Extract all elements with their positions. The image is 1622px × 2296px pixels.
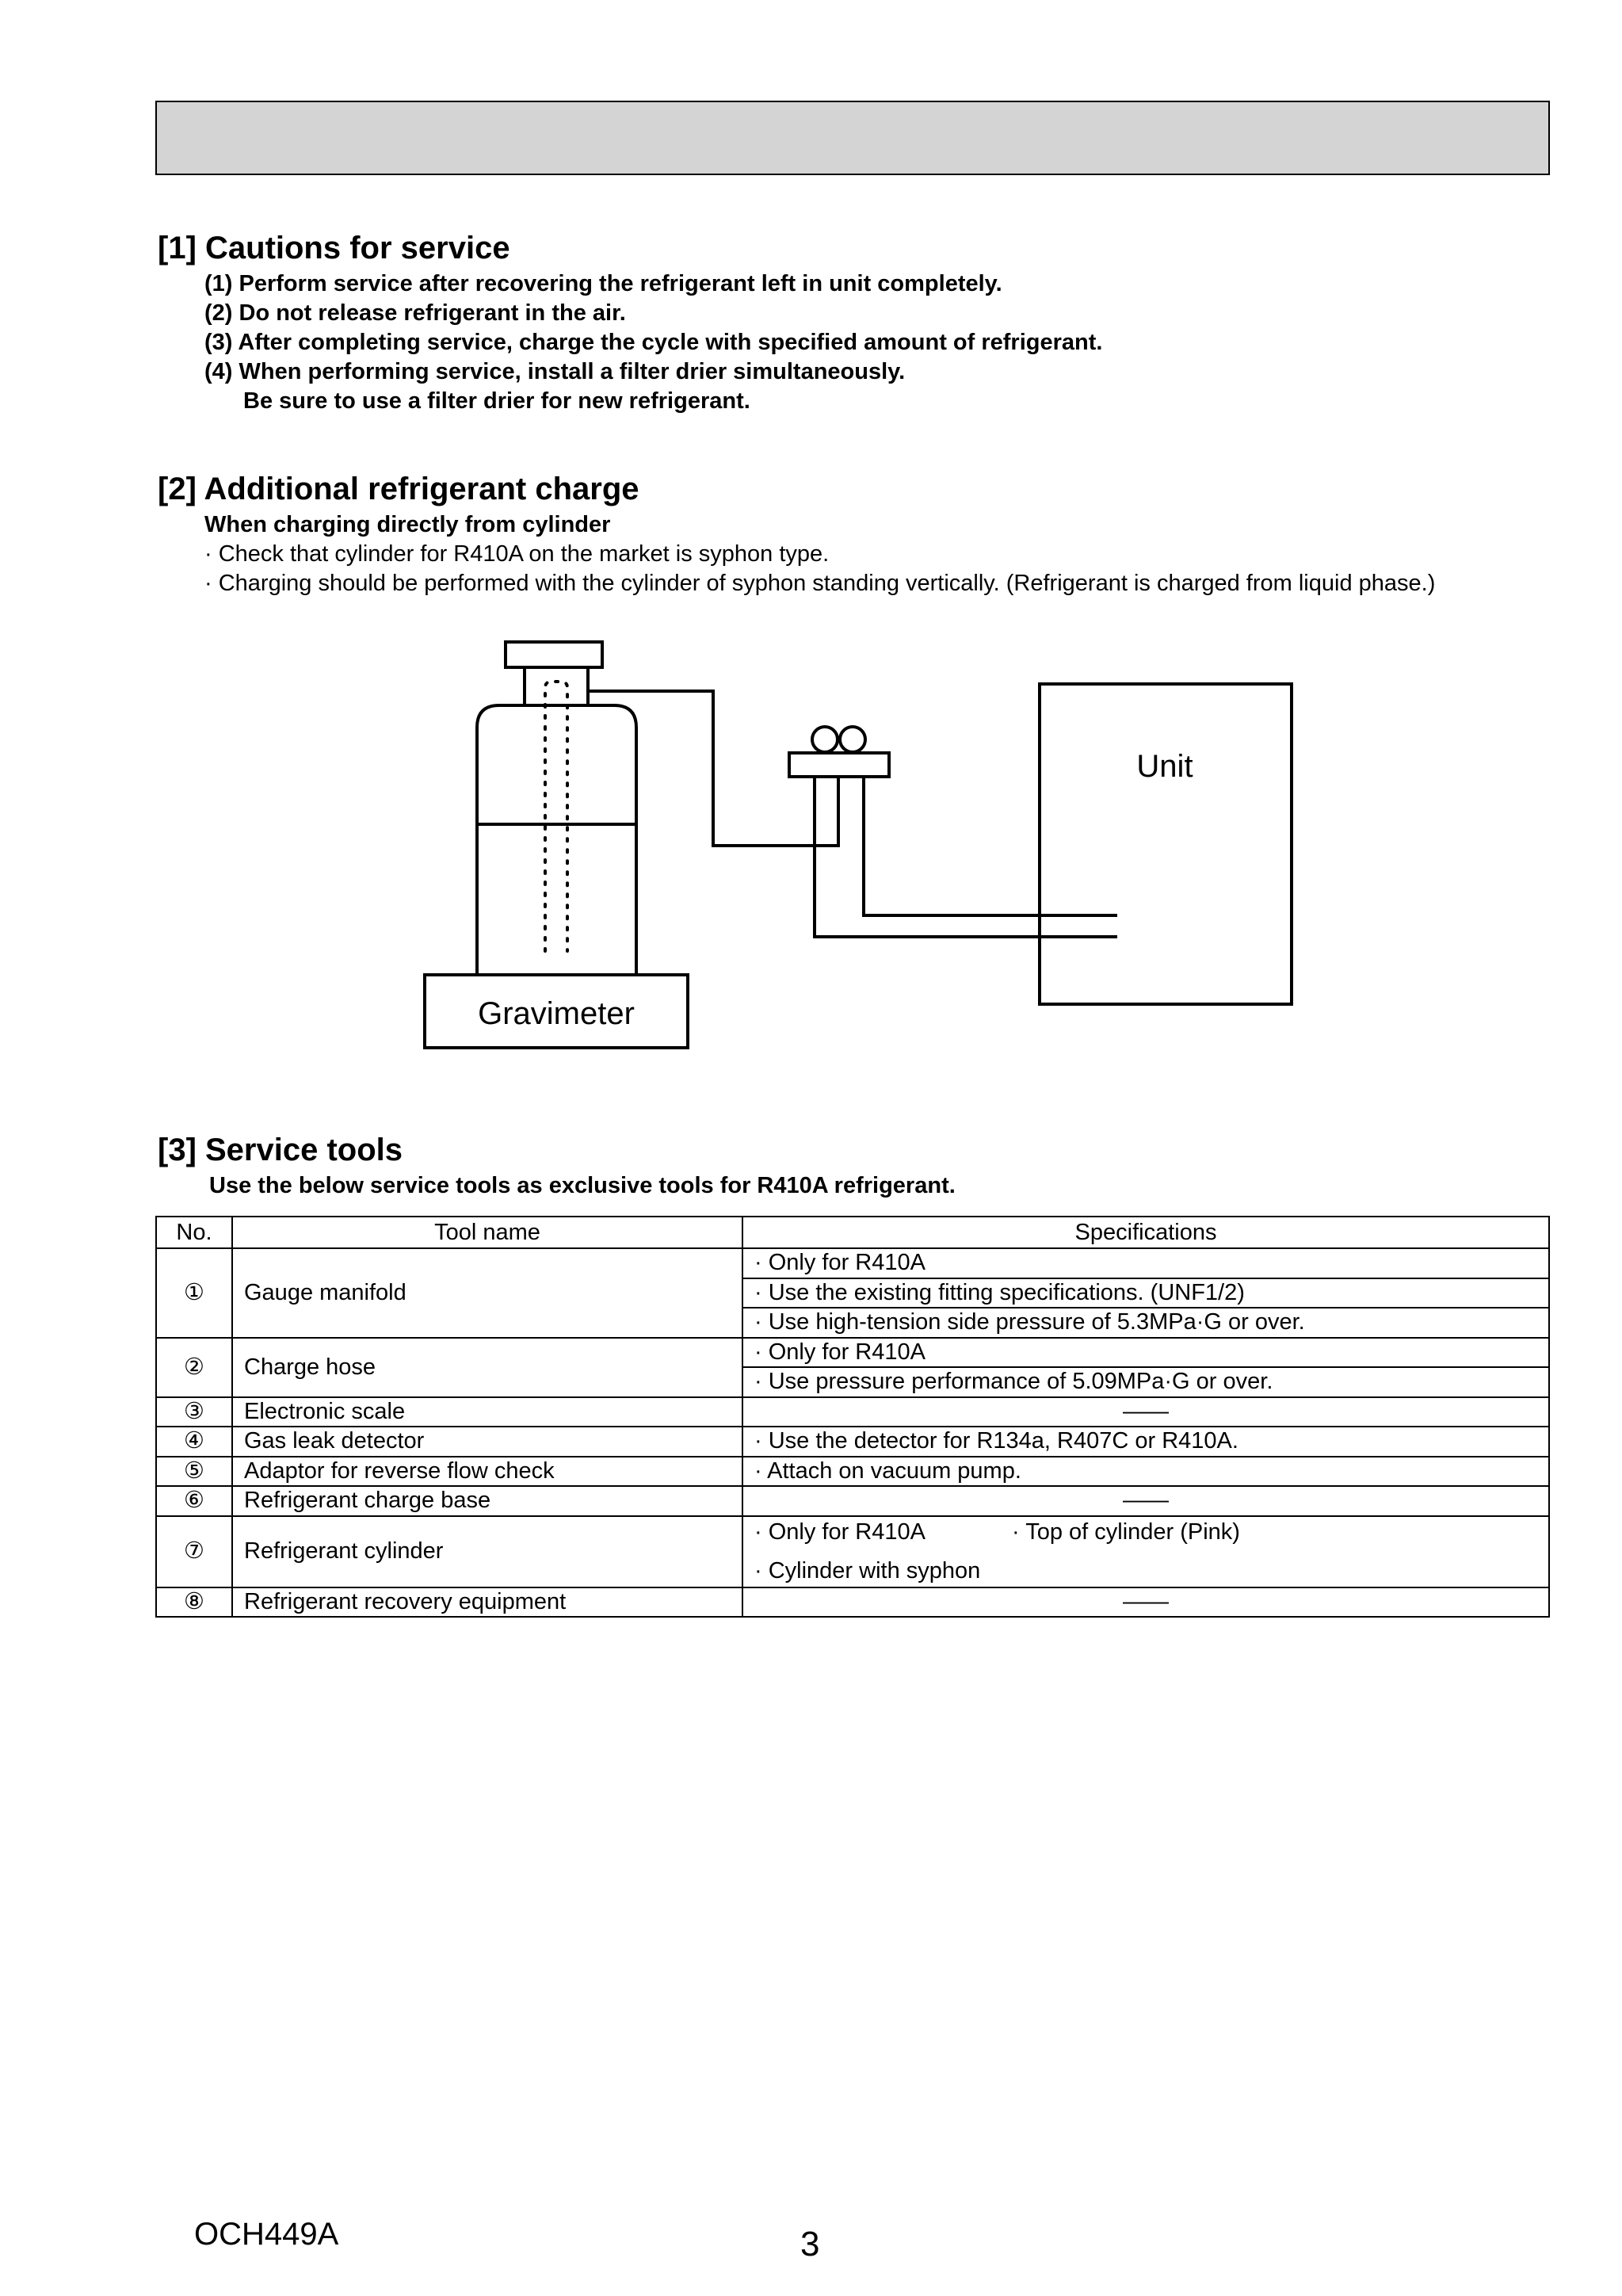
caution-item-4: (4) When performing service, install a filter drier simultaneously.	[204, 359, 906, 384]
tool-spec: · Use the detector for R134a, R407C or R410A.	[742, 1427, 1549, 1457]
unit-box	[1040, 684, 1292, 1004]
table-row	[156, 1248, 1549, 1278]
tool-name: Gas leak detector	[232, 1427, 742, 1457]
document-code: OCH449A	[194, 2217, 339, 2252]
table-row	[156, 1516, 1549, 1587]
unit-label: Unit	[1136, 749, 1193, 784]
tool-spec: · Use high-tension side pressure of 5.3MPa·G or over.	[742, 1308, 1549, 1338]
section-1-title: [1] Cautions for service	[158, 231, 510, 266]
cylinder-neck	[525, 667, 588, 705]
hose-to-unit-upper	[864, 777, 1117, 915]
row-number: ③	[156, 1397, 232, 1427]
table-row	[156, 1486, 1549, 1516]
tool-spec: · Only for R410A	[742, 1338, 1549, 1368]
section-2-subtitle: When charging directly from cylinder	[204, 512, 611, 537]
caution-item-3: (3) After completing service, charge the cycle with specified amount of refrigerant.	[204, 330, 1103, 355]
tool-spec: · Use pressure performance of 5.09MPa·G or over.	[742, 1367, 1549, 1397]
row-number: ④	[156, 1427, 232, 1457]
gauge-left-icon	[812, 727, 838, 752]
section-2-title: [2] Additional refrigerant charge	[158, 472, 639, 506]
caution-item-4-note: Be sure to use a filter drier for new refrigerant.	[243, 388, 750, 414]
tool-spec: · Top of cylinder (Pink)	[1012, 1519, 1240, 1545]
tool-spec-none: ——	[742, 1486, 1549, 1516]
hose-to-unit-lower	[815, 777, 1117, 937]
cylinder-cap	[506, 642, 602, 667]
tool-spec-multi	[742, 1516, 1549, 1587]
refrigerant-cylinder	[477, 705, 636, 975]
row-number: ⑥	[156, 1486, 232, 1516]
table-row	[156, 1338, 1549, 1368]
charge-bullet-1: · Check that cylinder for R410A on the market is syphon type.	[204, 541, 830, 567]
row-number: ⑤	[156, 1457, 232, 1487]
row-number: ⑦	[156, 1516, 232, 1587]
caution-item-1: (1) Perform service after recovering the refrigerant left in unit completely.	[204, 271, 1002, 296]
charge-bullet-2: · Charging should be performed with the cylinder of syphon standing vertically. (Refrigerant is charged from liquid phase.)	[204, 571, 1436, 596]
tool-name: Refrigerant recovery equipment	[232, 1587, 742, 1618]
section-3-title: [3] Service tools	[158, 1133, 403, 1167]
page-number: 3	[800, 2225, 820, 2264]
tool-name: Gauge manifold	[232, 1248, 742, 1338]
caution-item-2: (2) Do not release refrigerant in the air.	[204, 300, 626, 326]
tool-spec: · Attach on vacuum pump.	[742, 1457, 1549, 1487]
tool-spec: · Cylinder with syphon	[754, 1557, 981, 1584]
header-tool-name: Tool name	[232, 1217, 742, 1248]
header-no: No.	[156, 1217, 232, 1248]
charge-hose-to-manifold	[588, 691, 838, 846]
charging-diagram	[0, 0, 1622, 1062]
row-number: ①	[156, 1248, 232, 1338]
tool-name: Charge hose	[232, 1338, 742, 1397]
section-3-subtitle: Use the below service tools as exclusive tools for R410A refrigerant.	[209, 1173, 956, 1198]
row-number: ⑧	[156, 1587, 232, 1618]
tool-name: Refrigerant cylinder	[232, 1516, 742, 1587]
tool-spec-none: ——	[742, 1587, 1549, 1618]
table-row	[156, 1457, 1549, 1487]
gauge-manifold	[789, 753, 889, 777]
tool-name: Electronic scale	[232, 1397, 742, 1427]
row-number: ②	[156, 1338, 232, 1397]
tool-name: Adaptor for reverse flow check	[232, 1457, 742, 1487]
table-header-row	[156, 1217, 1549, 1248]
tool-spec: · Only for R410A	[754, 1519, 925, 1545]
tool-spec-none: ——	[742, 1397, 1549, 1427]
table-row	[156, 1427, 1549, 1457]
syphon-tube	[545, 682, 567, 951]
gauge-right-icon	[840, 727, 865, 752]
table-row	[156, 1587, 1549, 1618]
header-specifications: Specifications	[742, 1217, 1549, 1248]
gravimeter-label: Gravimeter	[478, 996, 635, 1031]
tool-name: Refrigerant charge base	[232, 1486, 742, 1516]
table-row	[156, 1397, 1549, 1427]
tool-spec: · Use the existing fitting specifications. (UNF1/2)	[742, 1278, 1549, 1308]
service-tools-table	[155, 1216, 1550, 1618]
tool-spec: · Only for R410A	[742, 1248, 1549, 1278]
